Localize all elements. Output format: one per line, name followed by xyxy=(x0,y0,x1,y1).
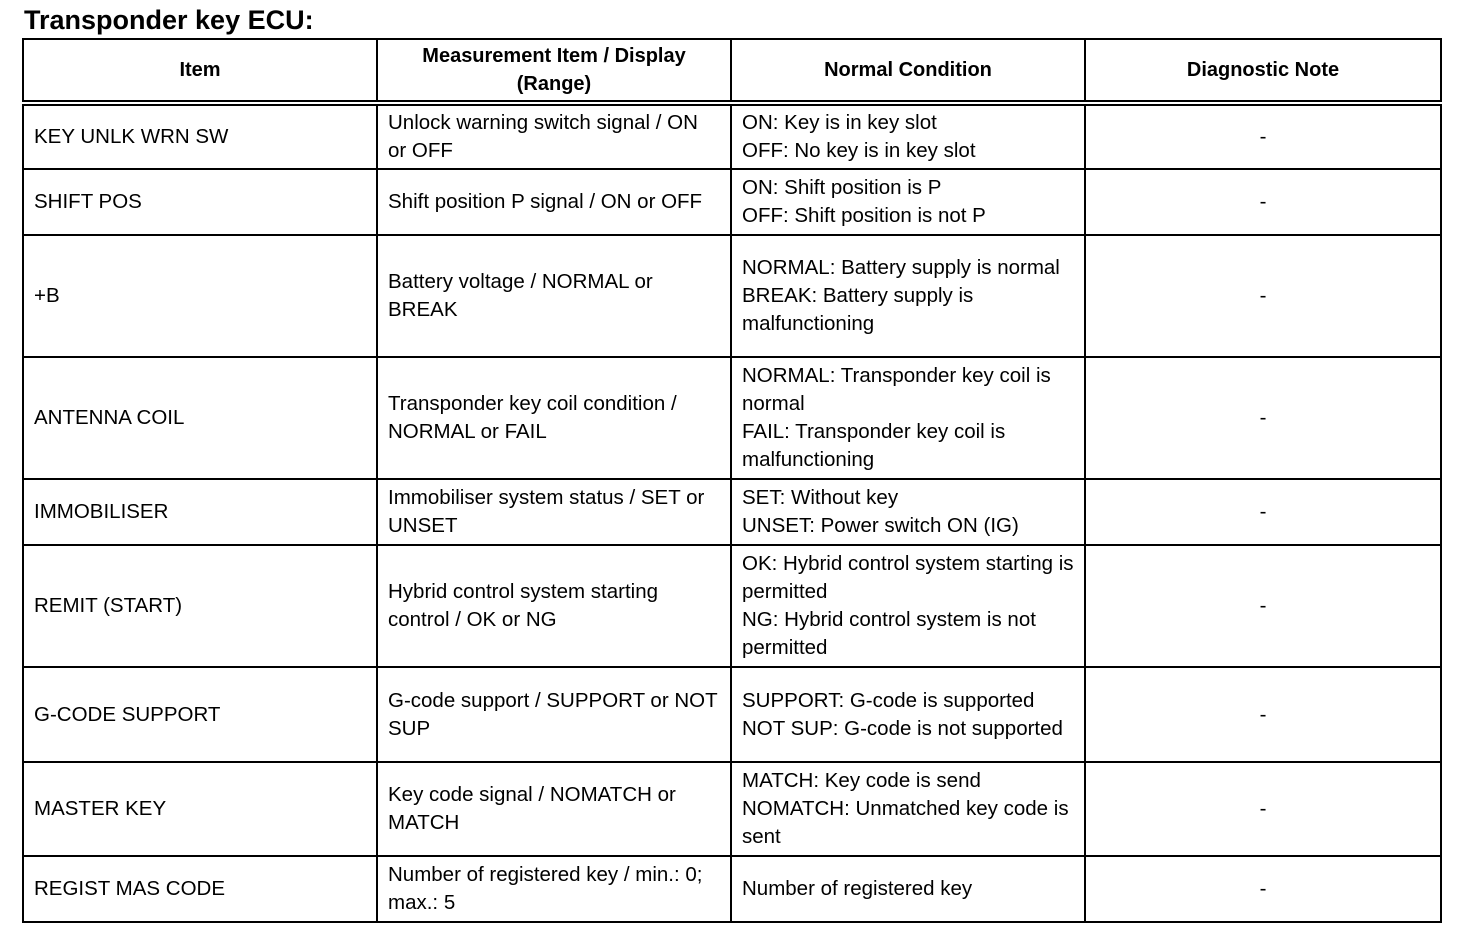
table-row xyxy=(23,479,1441,545)
cell-diagnostic-note: - xyxy=(1085,479,1441,545)
cell-diagnostic-note: - xyxy=(1085,357,1441,479)
condition-line: BREAK: Battery supply is malfunctioning xyxy=(742,284,974,335)
cell-diagnostic-note: - xyxy=(1085,667,1441,762)
cell-normal-condition xyxy=(731,762,1085,856)
cell-measurement: G-code support / SUPPORT or NOT SUP xyxy=(377,667,731,762)
cell-normal-condition xyxy=(731,545,1085,667)
cell-normal-condition xyxy=(731,169,1085,235)
table-row xyxy=(23,103,1441,169)
condition-line: NORMAL: Battery supply is normal xyxy=(742,256,1060,279)
cell-normal-condition xyxy=(731,479,1085,545)
cell-diagnostic-note: - xyxy=(1085,762,1441,856)
cell-measurement: Number of registered key / min.: 0; max.: 5 xyxy=(377,856,731,922)
cell-measurement: Transponder key coil condition / NORMAL or FAIL xyxy=(377,357,731,479)
cell-item: SHIFT POS xyxy=(23,169,377,235)
cell-diagnostic-note: - xyxy=(1085,235,1441,357)
condition-line: ON: Key is in key slot xyxy=(742,111,937,134)
column-header-diagnostic-note: Diagnostic Note xyxy=(1085,39,1441,103)
condition-line: NG: Hybrid control system is not permitted xyxy=(742,608,1036,659)
cell-normal-condition xyxy=(731,856,1085,922)
table-header-row xyxy=(23,39,1441,103)
column-header-item: Item xyxy=(23,39,377,103)
condition-line: SET: Without key xyxy=(742,486,899,509)
cell-diagnostic-note: - xyxy=(1085,169,1441,235)
cell-measurement: Hybrid control system starting control / OK or NG xyxy=(377,545,731,667)
condition-line: Number of registered key xyxy=(742,877,973,900)
cell-item: +B xyxy=(23,235,377,357)
cell-measurement: Battery voltage / NORMAL or BREAK xyxy=(377,235,731,357)
cell-measurement: Key code signal / NOMATCH or MATCH xyxy=(377,762,731,856)
table-row xyxy=(23,169,1441,235)
condition-line: OFF: No key is in key slot xyxy=(742,139,976,162)
cell-item: REMIT (START) xyxy=(23,545,377,667)
condition-line: OFF: Shift position is not P xyxy=(742,204,986,227)
table-row xyxy=(23,545,1441,667)
cell-item: KEY UNLK WRN SW xyxy=(23,103,377,169)
condition-line: SUPPORT: G-code is supported xyxy=(742,688,1035,712)
cell-diagnostic-note: - xyxy=(1085,856,1441,922)
cell-item: G-CODE SUPPORT xyxy=(23,667,377,762)
cell-measurement: Immobiliser system status / SET or UNSET xyxy=(377,479,731,545)
table-row xyxy=(23,357,1441,479)
cell-normal-condition xyxy=(731,235,1085,357)
cell-normal-condition xyxy=(731,667,1085,762)
page-title: Transponder key ECU: xyxy=(24,5,314,35)
cell-item: REGIST MAS CODE xyxy=(23,856,377,922)
condition-line: MATCH: Key code is send xyxy=(742,769,981,792)
table-row xyxy=(23,856,1441,922)
condition-line: FAIL: Transponder key coil is malfunctioning xyxy=(742,420,1006,471)
cell-diagnostic-note: - xyxy=(1085,545,1441,667)
cell-item: MASTER KEY xyxy=(23,762,377,856)
data-list-table xyxy=(22,38,1442,923)
cell-normal-condition xyxy=(731,103,1085,169)
condition-line: ON: Shift position is P xyxy=(742,176,942,199)
cell-item: ANTENNA COIL xyxy=(23,357,377,479)
column-header-normal-condition: Normal Condition xyxy=(731,39,1085,103)
cell-item: IMMOBILISER xyxy=(23,479,377,545)
cell-normal-condition xyxy=(731,357,1085,479)
table-row xyxy=(23,762,1441,856)
cell-diagnostic-note: - xyxy=(1085,103,1441,169)
cell-measurement: Shift position P signal / ON or OFF xyxy=(377,169,731,235)
condition-line: OK: Hybrid control system starting is permitted xyxy=(742,552,1074,603)
condition-line: NOT SUP: G-code is not supported xyxy=(742,716,1063,740)
condition-line: NORMAL: Transponder key coil is normal xyxy=(742,364,1051,415)
condition-line: UNSET: Power switch ON (IG) xyxy=(742,514,1019,537)
column-header-measurement: Measurement Item / Display (Range) xyxy=(377,39,731,103)
cell-measurement: Unlock warning switch signal / ON or OFF xyxy=(377,103,731,169)
table-row xyxy=(23,667,1441,762)
condition-line: NOMATCH: Unmatched key code is sent xyxy=(742,797,1069,848)
table-row xyxy=(23,235,1441,357)
